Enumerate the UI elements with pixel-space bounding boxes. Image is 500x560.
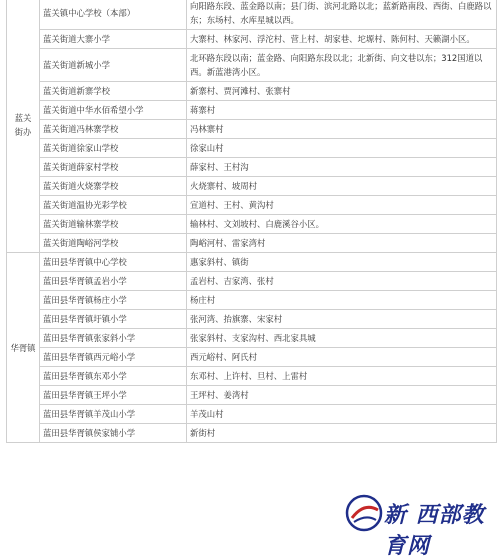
school-name-cell: 蓝田县华胥镇侯家铺小学: [40, 424, 187, 443]
table-row: [7, 49, 497, 82]
service-area-cell: 孟岩村、吉家湾、张村: [187, 272, 497, 291]
school-name-cell: 蓝关街道新寨学校: [40, 82, 187, 101]
service-area-cell: 火烧寨村、坡周村: [187, 177, 497, 196]
table-row: [7, 101, 497, 120]
table-row: [7, 120, 497, 139]
school-name-cell: 蓝关街道徐家山学校: [40, 139, 187, 158]
service-area-cell: 宣道村、王村、黄沟村: [187, 196, 497, 215]
school-name-cell: 蓝田县华胥镇杨庄小学: [40, 291, 187, 310]
school-name-cell: 蓝关街道输林寨学校: [40, 215, 187, 234]
district-cell: 蓝关 街办: [7, 0, 40, 253]
school-name-cell: 蓝关街道大寨小学: [40, 30, 187, 49]
service-area-cell: 冯林寨村: [187, 120, 497, 139]
school-zone-table: [6, 0, 497, 443]
table-row: [7, 310, 497, 329]
service-area-cell: 张家斜村、支家沟村、西北家具城: [187, 329, 497, 348]
service-area-cell: 徐家山村: [187, 139, 497, 158]
table-row: [7, 30, 497, 49]
table-row: [7, 139, 497, 158]
school-name-cell: 蓝田县华胥镇圩镇小学: [40, 310, 187, 329]
school-name-cell: 蓝田县华胥镇孟岩小学: [40, 272, 187, 291]
school-name-cell: 蓝关街道火烧寨学校: [40, 177, 187, 196]
table-row: [7, 272, 497, 291]
service-area-cell: 杨庄村: [187, 291, 497, 310]
service-area-cell: 输林村、文刘坡村、白鹿溪谷小区。: [187, 215, 497, 234]
service-area-cell: 大寨村、林家河、浮沱村、营上村、胡家巷、坨塬村、陈何村、天籁湖小区。: [187, 30, 497, 49]
service-area-cell: 惠家斜村、镇街: [187, 253, 497, 272]
table-row: [7, 405, 497, 424]
table-row: [7, 386, 497, 405]
service-area-cell: 新街村: [187, 424, 497, 443]
school-name-cell: 蓝关街道陶峪河学校: [40, 234, 187, 253]
school-name-cell: 蓝关街道中华水佰希望小学: [40, 101, 187, 120]
school-name-cell: 蓝田县华胥镇东邓小学: [40, 367, 187, 386]
school-name-cell: 蓝田县华胥镇中心学校: [40, 253, 187, 272]
service-area-cell: 薛家村、王村沟: [187, 158, 497, 177]
service-area-cell: 向阳路东段、蓝金路以南；县门街、滨河北路以北；蓝新路南段、西街、白鹿路以东；东场村、水库星城以西。: [187, 0, 497, 30]
school-name-cell: 蓝关街道薛家村学校: [40, 158, 187, 177]
watermark-logo: [344, 492, 494, 559]
table-row: [7, 348, 497, 367]
table-row: [7, 234, 497, 253]
service-area-cell: 西元峪村、阿氏村: [187, 348, 497, 367]
table-row: [7, 196, 497, 215]
watermark-text: 新 西部教育网: [384, 502, 485, 559]
table-row: [7, 291, 497, 310]
school-name-cell: 蓝关街道冯林寨学校: [40, 120, 187, 139]
service-area-cell: 蒋寨村: [187, 101, 497, 120]
district-cell: 华胥镇: [7, 253, 40, 443]
service-area-cell: 羊茂山村: [187, 405, 497, 424]
table-row: [7, 0, 497, 30]
school-name-cell: 蓝田县华胥镇王坪小学: [40, 386, 187, 405]
table-row: [7, 82, 497, 101]
service-area-cell: 张河湾、抬旗寨、宋家村: [187, 310, 497, 329]
table-row: [7, 158, 497, 177]
service-area-cell: 北环路东段以南；蓝金路、向阳路东段以北；北新街、向文巷以东；312国道以西。新蓝港湾小区。: [187, 49, 497, 82]
service-area-cell: 新寨村、贾河滩村、张寨村: [187, 82, 497, 101]
table-row: [7, 367, 497, 386]
school-name-cell: 蓝关街道温协光彩学校: [40, 196, 187, 215]
school-name-cell: 蓝田县华胥镇西元峪小学: [40, 348, 187, 367]
table-row: [7, 329, 497, 348]
school-name-cell: 蓝田县华胥镇羊茂山小学: [40, 405, 187, 424]
table-body: [7, 0, 497, 443]
table-row: [7, 177, 497, 196]
table-row: [7, 215, 497, 234]
service-area-cell: 东邓村、上许村、旦村、上雷村: [187, 367, 497, 386]
school-name-cell: 蓝田县华胥镇张家斜小学: [40, 329, 187, 348]
table-row: [7, 424, 497, 443]
school-name-cell: 蓝关街道新城小学: [40, 49, 187, 82]
school-name-cell: 蓝关镇中心学校（本部）: [40, 0, 187, 30]
watermark-emblem: [344, 492, 494, 534]
service-area-cell: 陶峪河村、雷家湾村: [187, 234, 497, 253]
service-area-cell: 王坪村、姜湾村: [187, 386, 497, 405]
table-row: [7, 253, 497, 272]
